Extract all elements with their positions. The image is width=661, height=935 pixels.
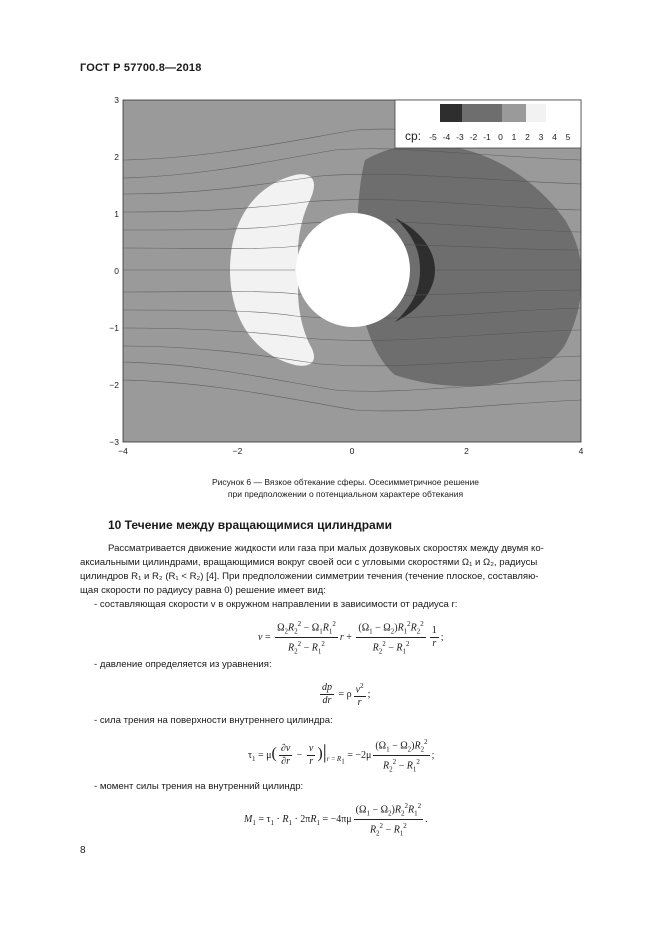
- legend-tick-label: 3: [538, 132, 544, 142]
- color-legend: [395, 100, 581, 148]
- standard-header: ГОСТ Р 57700.8—2018: [80, 62, 202, 74]
- legend-tick-label: -1: [483, 132, 491, 142]
- legend-label: cp:: [405, 129, 422, 143]
- legend-tick-label: 0: [498, 132, 503, 142]
- y-tick-label: −2: [109, 380, 119, 390]
- x-tick-label: 2: [464, 446, 469, 456]
- y-tick-label: 3: [114, 95, 119, 105]
- paragraph-line3: цилиндров R₁ и R₂ (R₁ < R₂) [4]. При предположении симметрии течения (течение плоское, составляю-: [80, 571, 539, 582]
- legend-tick-label: 2: [525, 132, 530, 142]
- paragraph-line4: щая скорости по радиусу равна 0) решение имеет вид:: [80, 585, 326, 596]
- figure-caption-line2: при предположении о потенциальном характере обтекания: [227, 489, 464, 499]
- x-tick-label: −2: [232, 446, 243, 456]
- sphere: [296, 213, 410, 327]
- y-tick-label: −1: [109, 323, 119, 333]
- legend-tick-label: 1: [511, 132, 517, 142]
- legend-bar-dark: [440, 104, 462, 122]
- list-item-friction-force: - сила трения на поверхности внутреннего цилиндра:: [94, 715, 333, 726]
- y-tick-label: 0: [114, 266, 119, 276]
- equation-moment: $M_1 = \tau_1 \cdot R_1 \cdot 2\pi R_1 = -4\pi\mu$ $\frac{(\Omega_1 - \Omega_2)R_2^2R_1^2}{R_2^2 - R_1^2}$ .: [244, 802, 428, 838]
- legend-tick-label: -4: [442, 132, 451, 142]
- legend-tick-label: 5: [565, 132, 571, 142]
- equation-velocity: v = $\frac{\Omega_2R_2^2 - \Omega_1R_1^2}{R_2^2 - R_1^2}$ r + $\frac{(\Omega_1 - \Omega_2)R_1^2R_2^2}{R_2^2 - R_1^2}$ $\frac{1}{r}$ ;: [258, 620, 444, 656]
- legend-tick-label: -2: [469, 132, 478, 142]
- section-heading: 10 Течение между вращающимися цилиндрами: [108, 518, 392, 532]
- legend-bar-light: [502, 104, 526, 122]
- legend-tick-label: -3: [456, 132, 464, 142]
- y-tick-label: 2: [114, 152, 119, 162]
- page-number: 8: [80, 845, 86, 856]
- x-tick-label: 0: [349, 446, 355, 456]
- flow-plot: [95, 90, 595, 460]
- legend-tick-label: -5: [429, 132, 437, 142]
- list-item-moment: - момент силы трения на внутренний цилиндр:: [94, 781, 304, 792]
- legend-bar-white: [526, 104, 546, 122]
- x-tick-label: −4: [118, 446, 128, 456]
- equation-pressure: $\frac{dp}{dr}$ = ρ $\frac{v^2}{r}$ ;: [322, 682, 371, 709]
- legend-tick-label: 4: [552, 132, 557, 142]
- equation-friction: $\tau_1 = \mu$( $\frac{\partial v}{\partial r}$ − $\frac{v}{r}$ )$|_{r = R_1} = -2\mu$ $\frac{(\Omega_1 - \Omega_2)R_2^2}{R_2^2 - R_1^2}$ ;: [248, 738, 435, 774]
- y-tick-label: 1: [114, 209, 119, 219]
- figure-caption-line1: Рисунок 6 — Вязкое обтекание сферы. Осесимметричное решение: [211, 477, 480, 487]
- paragraph-line1: Рассматривается движение жидкости или газа при малых дозвуковых скоростях между двумя ко-: [108, 543, 544, 554]
- legend-bar-mid: [462, 104, 502, 122]
- list-item-velocity: - составляющая скорости v в окружном направлении в зависимости от радиуса r:: [94, 599, 458, 610]
- list-item-pressure: - давление определяется из уравнения:: [94, 659, 272, 670]
- paragraph-line2: аксиальными цилиндрами, вращающимися вокруг своей оси с угловыми скоростями Ω₁ и Ω₂, радиусы: [80, 557, 538, 568]
- x-tick-label: 4: [578, 446, 584, 456]
- y-tick-label: −3: [109, 437, 119, 447]
